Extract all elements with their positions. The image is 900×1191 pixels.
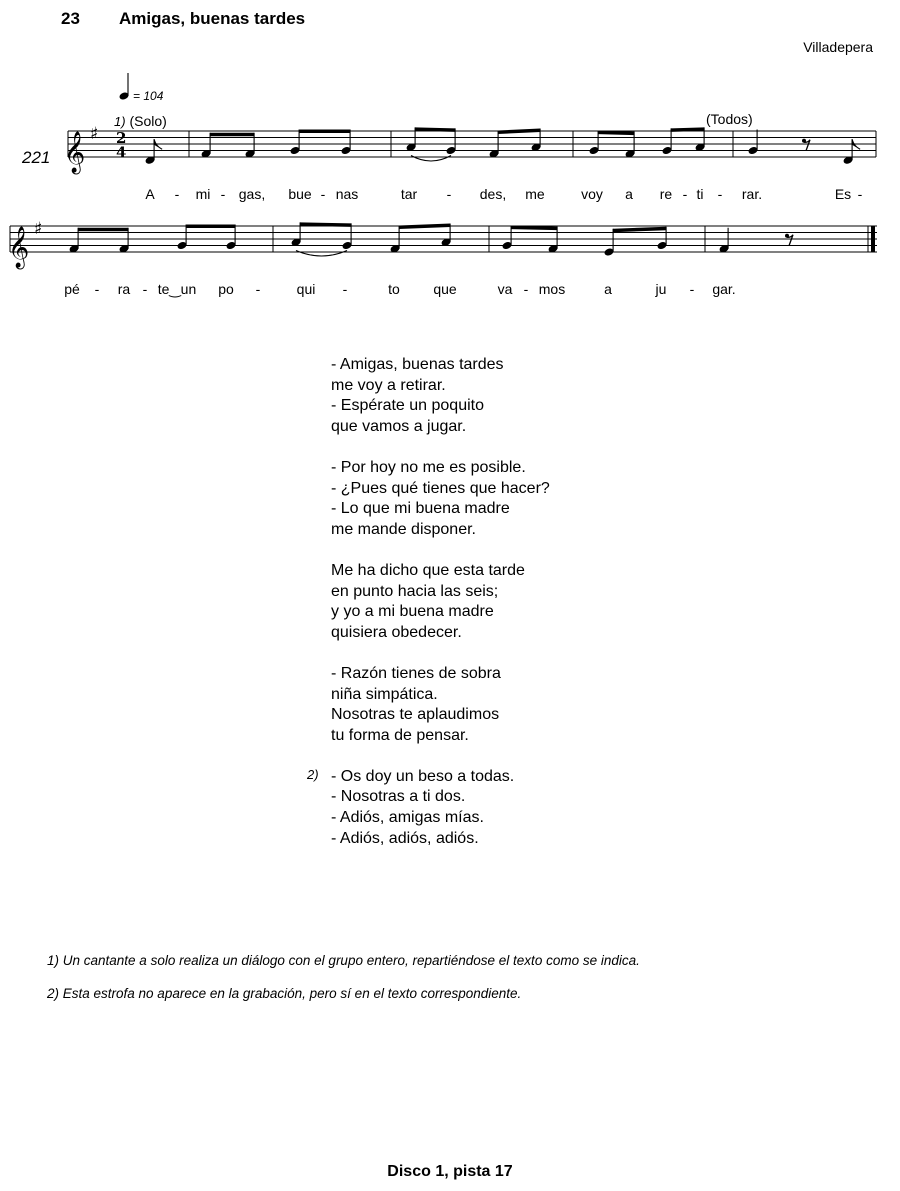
- page-footer: Disco 1, pista 17: [387, 1163, 513, 1180]
- poem-line: Me ha dicho que esta tarde: [331, 561, 525, 579]
- lyric-syllable: bue: [288, 186, 312, 202]
- poem-line: - ¿Pues qué tienes que hacer?: [331, 479, 550, 497]
- poem-line: - Razón tienes de sobra: [331, 664, 501, 682]
- poem-line: me voy a retirar.: [331, 376, 446, 394]
- lyric-syllable: te‿un: [157, 281, 197, 297]
- song-number: 23: [61, 9, 80, 28]
- lyric-syllable: rar.: [741, 186, 763, 202]
- lyric-syllable: po: [218, 281, 234, 297]
- final-barline: [871, 226, 875, 252]
- poem-line: - Nosotras a ti dos.: [331, 788, 466, 806]
- poem-line: - Por hoy no me es posible.: [331, 458, 526, 476]
- lyric-syllable: mi: [195, 186, 211, 202]
- poem-line: tu forma de pensar.: [331, 726, 469, 744]
- footnote-2: 2) Esta estrofa no aparece en la grabación, pero sí en el texto correspondiente.: [47, 986, 522, 1001]
- song-title: Amigas, buenas tardes: [119, 9, 306, 28]
- solo-label: (Solo): [129, 113, 167, 129]
- lyric-syllable: me: [525, 186, 545, 202]
- lyric-syllable: to: [388, 281, 400, 297]
- solo-footnote-marker: 1): [114, 114, 126, 129]
- poem-line: - Amigas, buenas tardes: [331, 356, 504, 373]
- poem-line: - Lo que mi buena madre: [331, 500, 510, 518]
- poem-text: [331, 355, 550, 870]
- poem-line: que vamos a jugar.: [331, 417, 467, 435]
- tie: [411, 156, 451, 162]
- todos-label: (Todos): [706, 111, 753, 127]
- lyric-syllable: a: [604, 281, 612, 297]
- poem-stanza: [331, 767, 550, 849]
- lyric-syllable: re: [659, 186, 673, 202]
- beam: [186, 225, 235, 229]
- treble-clef-icon: 𝄞: [8, 227, 30, 268]
- sharp-key-signature: ♯: [34, 219, 43, 239]
- poem-stanza: [331, 664, 550, 746]
- beam: [399, 224, 450, 229]
- poem-stanza: [331, 561, 550, 643]
- poem-line: y yo a mi buena madre: [331, 603, 494, 621]
- poem-line: - Os doy un beso a todas.: [331, 767, 515, 785]
- lyric-syllable: -: [142, 281, 148, 297]
- music-score: [0, 0, 900, 320]
- footnote-1: 1) Un cantante a solo realiza un diálogo con el grupo entero, repartiéndose el texto como se indica.: [47, 953, 640, 968]
- lyric-syllable: ti: [696, 186, 704, 202]
- lyric-syllable: -: [342, 281, 348, 297]
- lyric-syllable: mos: [538, 281, 566, 297]
- lyric-syllable: -: [255, 281, 261, 297]
- lyric-syllable: Es: [834, 186, 852, 202]
- poem-line: - Adiós, amigas mías.: [331, 809, 484, 827]
- time-signature-top: 2: [116, 129, 127, 147]
- tempo-marking: = 104: [133, 89, 164, 103]
- beam: [299, 130, 350, 134]
- lyric-syllable: -: [94, 281, 100, 297]
- poem-stanza: [331, 355, 550, 437]
- beam: [78, 228, 128, 232]
- poem-line: - Adiós, adiós, adiós.: [331, 829, 479, 847]
- poem-line: - Espérate un poquito: [331, 397, 484, 415]
- solo-annotation: [114, 113, 167, 129]
- stanza-footnote-marker: 2): [307, 767, 319, 782]
- lyric-syllable: gas,: [238, 186, 266, 202]
- tie: [296, 251, 347, 257]
- lyric-syllable: -: [857, 186, 863, 202]
- lyric-syllable: pé: [64, 281, 80, 297]
- lyric-syllable: -: [689, 281, 695, 297]
- lyric-syllable: tar: [400, 186, 418, 202]
- beam: [613, 227, 666, 232]
- lyric-syllable: nas: [335, 186, 359, 202]
- lyric-syllable: gar.: [712, 281, 736, 297]
- poem-line: me mande disponer.: [331, 520, 476, 538]
- song-origin: Villadepera: [803, 39, 873, 55]
- lyric-syllable: va: [497, 281, 513, 297]
- sharp-key-signature: ♯: [90, 124, 99, 144]
- lyric-syllable: qui: [296, 281, 316, 297]
- lyric-syllable: ra: [117, 281, 131, 297]
- beam: [498, 129, 540, 134]
- lyric-syllable: -: [717, 186, 723, 202]
- lyric-syllable: des,: [479, 186, 507, 202]
- poem-stanza: [331, 458, 550, 540]
- lyric-syllable: ju: [655, 281, 667, 297]
- lyric-syllable: que: [433, 281, 457, 297]
- lyric-syllable: -: [320, 186, 326, 202]
- treble-clef-icon: 𝄞: [64, 132, 86, 173]
- lyric-syllable: -: [523, 281, 529, 297]
- system-number: 221: [22, 148, 51, 167]
- lyric-syllable: voy: [581, 186, 603, 202]
- time-signature-bottom: 4: [116, 143, 127, 162]
- lyric-syllable: -: [682, 186, 688, 202]
- lyric-syllable: a: [625, 186, 633, 202]
- lyric-syllable: A: [145, 186, 155, 202]
- beam: [210, 133, 254, 137]
- lyric-syllable: -: [220, 186, 226, 202]
- poem-line: quisiera obedecer.: [331, 623, 462, 641]
- poem-line: Nosotras te aplaudimos: [331, 706, 500, 724]
- lyric-syllable: -: [174, 186, 180, 202]
- poem-line: en punto hacia las seis;: [331, 582, 499, 600]
- poem-line: niña simpática.: [331, 685, 438, 703]
- lyric-syllable: -: [446, 186, 452, 202]
